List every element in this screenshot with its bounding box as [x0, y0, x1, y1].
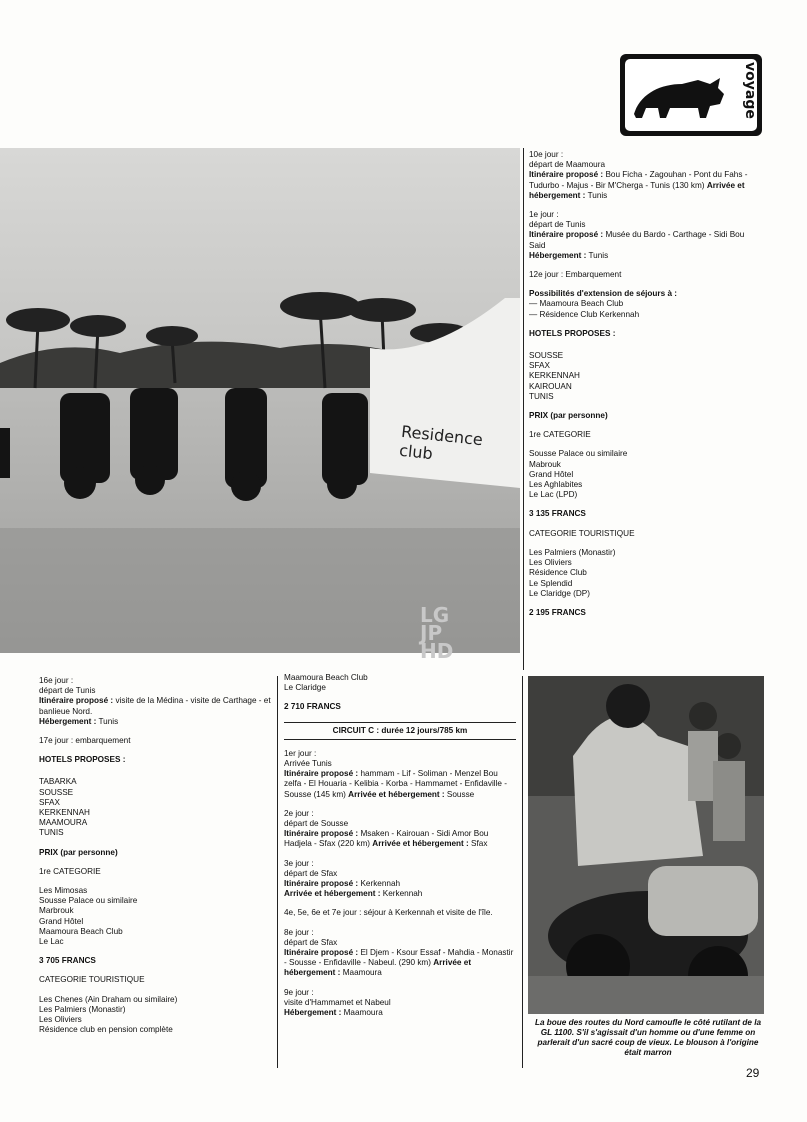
left-cat1-hotels: Les Mimosas Sousse Palace ou similaire Marbrouk Grand Hôtel Maamoura Beach Club Le Lac: [39, 886, 138, 947]
middle-top-hotels: Maamoura Beach Club Le Claridge: [284, 673, 368, 693]
right-hotels-title: HOTELS PROPOSES :: [529, 328, 616, 338]
right-column-rule: [523, 148, 524, 670]
left-price1: 3 705 FRANCS: [39, 956, 96, 966]
right-cat1-title: 1re CATEGORIE: [529, 430, 591, 440]
left-cat2-hotels: Les Chenes (Ain Draham ou similaire) Les Palmiers (Monastir) Les Oliviers Résidence club en pension complète: [39, 994, 178, 1035]
left-column: [39, 676, 271, 1035]
day11-block: 1e jour : départ de Tunis Itinéraire proposé : Musée du Bardo - Carthage - Sidi Bou Said Hébergement : Tunis: [529, 210, 745, 260]
c-day8-block: 8e jour : départ de Sfax Itinéraire proposé : El Djem - Ksour Essaf - Mahdia - Monastir - Sousse - Enfidaville - Nabeul. (290 km) Arrivée et hébergement : Maamoura: [284, 927, 514, 978]
watermark-line3: HD: [420, 639, 454, 663]
left-hotels-title: HOTELS PROPOSES :: [39, 755, 126, 765]
extension-block: Possibilités d'extension de séjours à : — Maamoura Beach Club — Résidence Club Kerkennah: [529, 289, 678, 319]
motorcycles-photo: [0, 148, 520, 653]
watermark-line2: JP: [420, 621, 443, 645]
day16-block: 16e jour : départ de Tunis Itinéraire proposé : visite de la Médina - visite de Carthage - et banlieue Nord. Hébergement : Tunis: [39, 676, 271, 726]
right-price1: 3 135 FRANCS: [529, 509, 586, 519]
left-cat2-title: CATEGORIE TOURISTIQUE: [39, 975, 145, 985]
day12-line: 12e jour : Embarquement: [529, 270, 622, 280]
page-number: 29: [746, 1066, 760, 1080]
residence-club-sign: Residence club: [398, 421, 484, 464]
left-prix-title: PRIX (par personne): [39, 847, 118, 857]
middle-right-rule: [522, 676, 523, 1068]
right-cat2-title: CATEGORIE TOURISTIQUE: [529, 528, 635, 538]
c-day2-block: 2e jour : départ de Sousse Itinéraire proposé : Msaken - Kairouan - Sidi Amor Bou Hadjela - Sfax (220 km) Arrivée et hébergement : Sfax: [284, 808, 489, 849]
right-prix-title: PRIX (par personne): [529, 411, 608, 421]
c-day3-block: 3e jour : départ de Sfax Itinéraire proposé : Kerkennah Arrivée et hébergement : Kerkennah: [284, 858, 423, 899]
voyage-logo: [620, 54, 762, 136]
day17-line: 17e jour : embarquement: [39, 736, 131, 746]
day10-block: 10e jour : départ de Maamoura Itinéraire proposé : Bou Ficha - Zagouhan - Pont du Fahs - Tudurbo - Majus - Bir M'Cherga - Tunis (130 km) Arrivée et hébergement : Tunis: [529, 150, 748, 200]
photo-caption: La boue des routes du Nord camoufle le côté rutilant de la GL 1100. S'il s'agissait d'un homme ou d'une femme on parlerait d'un sacré coup de vieux. Le blouson à l'origine était marron: [534, 1018, 762, 1057]
left-middle-rule: [277, 676, 278, 1068]
right-cat1-hotels: Sousse Palace ou similaire Mabrouk Grand Hôtel Les Aghlabites Le Lac (LPD): [529, 449, 628, 500]
left-cat1-title: 1re CATEGORIE: [39, 866, 101, 876]
c-day1-block: 1er jour : Arrivée Tunis Itinéraire proposé : hammam - Lif - Soliman - Menzel Bou zelfa - El Houaria - Kelibia - Korba - Hammamet - Enfidaville - Sousse (145 km) Arrivée et hébergement : Sousse: [284, 748, 507, 799]
rider-children-photo: [528, 676, 764, 1014]
right-cat2-hotels: Les Palmiers (Monastir) Les Oliviers Résidence Club Le Splendid Le Claridge (DP): [529, 547, 616, 598]
logo-text: voyage: [742, 62, 758, 119]
c-day4to7-line: 4e, 5e, 6e et 7e jour : séjour à Kerkennah et visite de l'île.: [284, 908, 493, 918]
watermark-line1: LG: [420, 603, 450, 627]
circuit-c-title: CIRCUIT C : durée 12 jours/785 km: [284, 722, 516, 740]
left-hotels-list: TABARKA SOUSSE SFAX KERKENNAH MAAMOURA TUNIS: [39, 777, 90, 838]
middle-price: 2 710 FRANCS: [284, 702, 341, 712]
right-price2: 2 195 FRANCS: [529, 607, 586, 617]
c-day9-block: 9e jour : visite d'Hammamet et Nabeul Hébergement : Maamoura: [284, 987, 391, 1018]
middle-column: [284, 673, 516, 1027]
right-hotels-list: SOUSSE SFAX KERKENNAH KAIROUAN TUNIS: [529, 351, 580, 401]
watermark: [420, 603, 454, 663]
right-column: [529, 150, 761, 627]
